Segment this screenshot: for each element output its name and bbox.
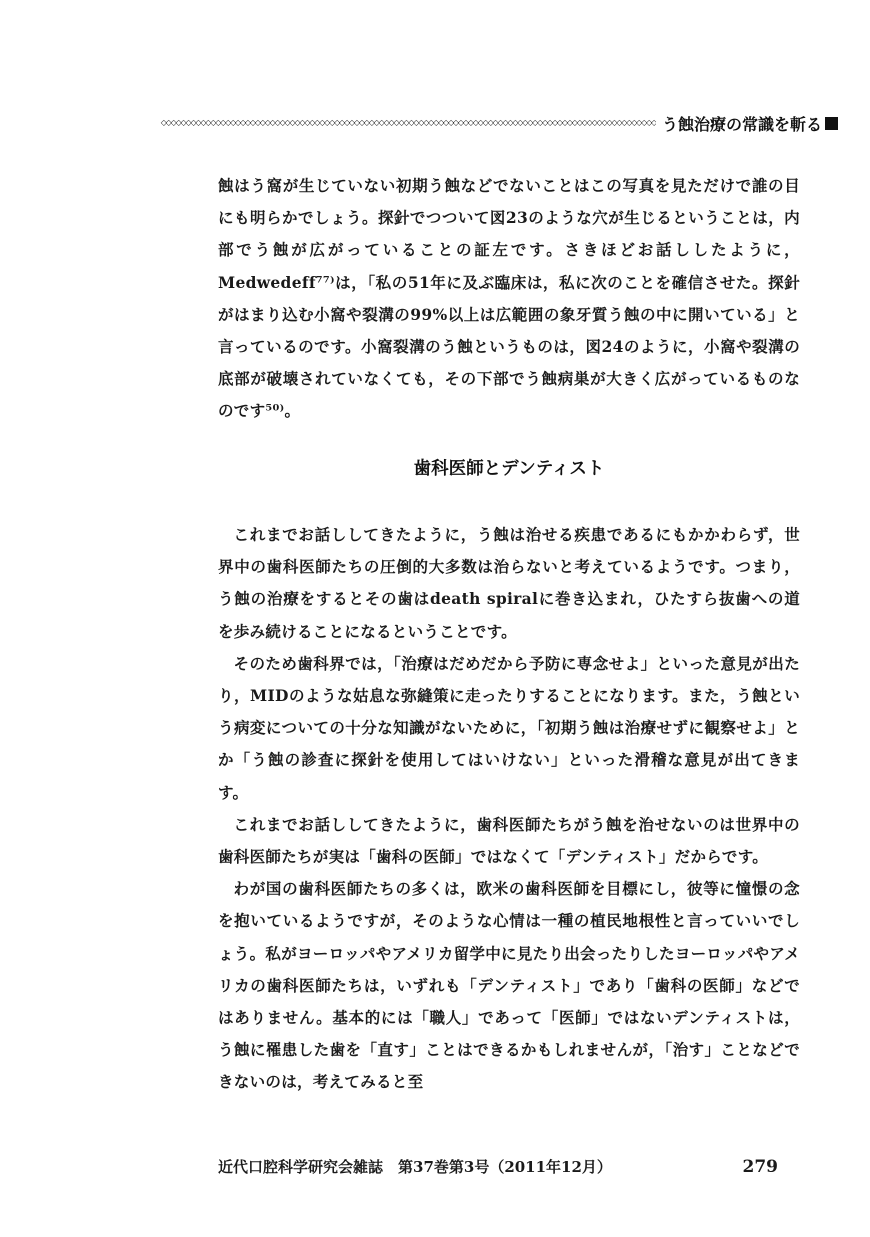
paragraph-3: これまでお話ししてきたように，歯科医師たちがう蝕を治せないのは世界中の歯科医師たちが実は「歯科の医師」ではなくて「デンティスト」だからです。 (218, 814, 800, 867)
intro-text-block (218, 170, 800, 428)
header-square-icon (825, 117, 838, 130)
page-footer (218, 1156, 778, 1177)
paragraph-2: そのため歯科界では，「治療はだめだから予防に専念せよ」といった意見が出たり，MIDのような姑息な弥縫策に走ったりすることになります。また，う蝕という病変についての十分な知識がないために，「初期う蝕は治療せずに観察せよ」とか「う蝕の診査に探針を使用してはいけない」といった滑稽な意見が出てきます。 (218, 653, 800, 802)
journal-citation: 近代口腔科学研究会雑誌 第37巻第3号（2011年12月） (218, 1158, 612, 1176)
intro-paragraph: 蝕はう窩が生じていない初期う蝕などでないことはこの写真を見ただけで誰の目にも明らかでしょう。探針でつついて図23のような穴が生じるということは，内部でう蝕が広がっていることの証左です。さきほどお話ししたように，Medwedeff⁷⁷⁾は，「私の51年に及ぶ臨床は，私に次のことを確信させた。探針がはまり込む小窩や裂溝の99%以上は広範囲の象牙質う蝕の中に開いている」と言っているのです。小窩裂溝のう蝕というものは，図24のように，小窩や裂溝の底部が破壊されていなくても，その下部でう蝕病巣が大きく広がっているものなのです⁵⁰⁾。 (218, 176, 800, 421)
header-title: う蝕治療の常識を斬る (661, 114, 822, 134)
paragraph-1: これまでお話ししてきたように，う蝕は治せる疾患であるにもかかわらず，世界中の歯科医師たちの圧倒的大多数は治らないと考えているようです。つまり，う蝕の治療をするとその歯はdeath spiralに巻き込まれ，ひたすら抜歯への道を歩み続けることになるということです。 (218, 525, 800, 641)
page-number: 279 (742, 1157, 778, 1177)
main-text-block (218, 519, 800, 1099)
paragraph-4: わが国の歯科医師たちの多くは，欧米の歯科医師を目標にし，彼等に憧憬の念を抱いているようですが，そのような心情は一種の植民地根性と言っていいでしょう。私がヨーロッパやアメリカ留学中に見たり出会ったりしたヨーロッパやアメリカの歯科医師たちは，いずれも「デンティスト」であり「歯科の医師」などではありません。基本的には「職人」であって「医師」ではないデンティストは，う蝕に罹患した歯を「直す」ことはできるかもしれませんが，「治す」ことなどできないのは，考えてみると至 (218, 879, 800, 1092)
running-header (38, 108, 838, 138)
section-heading: 歯科医師とデンティスト (413, 459, 605, 479)
header-diamond-rule: ◇◇◇◇◇◇◇◇◇◇◇◇◇◇◇◇◇◇◇◇◇◇◇◇◇◇◇◇◇◇◇◇◇◇◇◇◇◇◇◇◇◇◇◇◇◇◇◇◇◇◇◇◇◇◇◇◇◇◇◇◇◇◇◇◇◇◇◇◇◇◇◇◇◇◇◇◇◇◇◇◇◇◇◇◇◇◇◇◇◇◇◇◇◇◇◇◇◇◇◇ (160, 118, 656, 127)
